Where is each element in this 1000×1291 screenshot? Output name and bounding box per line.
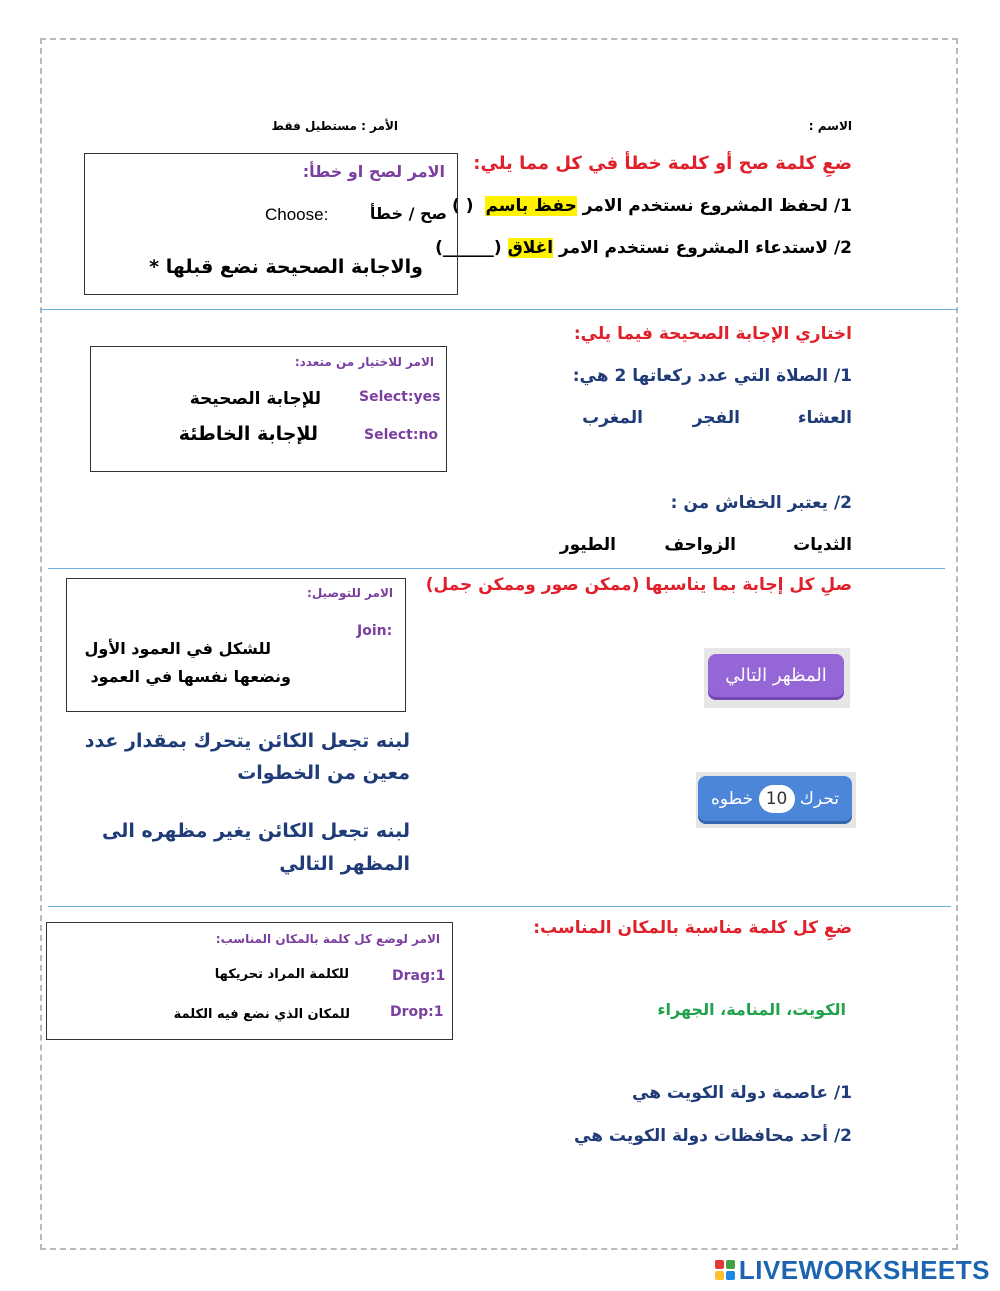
- drop-desc: للمكان الذي نضع فيه الكلمة: [173, 1007, 350, 1022]
- info-title: الامر لوضع كل كلمة بالمكان المناسب:: [215, 932, 440, 946]
- join-answer-2-line2: المظهر التالي: [279, 853, 410, 875]
- answer-blank[interactable]: (______): [435, 238, 502, 258]
- section2-question-1: 1/ الصلاة التي عدد ركعاتها 2 هي:: [572, 366, 852, 386]
- question-text: 2/ لاستدعاء المشروع نستخدم الامر: [559, 238, 852, 258]
- drop-label: Drop:1: [390, 1004, 444, 1020]
- block-label-after: خطوه: [710, 789, 754, 809]
- choose-label: Choose:: [265, 205, 329, 224]
- option-isha[interactable]: العشاء: [797, 408, 852, 428]
- info-title: الامر للتوصيل:: [307, 586, 393, 600]
- section1-title: ضعِ كلمة صح أو كلمة خطأ في كل مما يلي:: [473, 153, 852, 174]
- block-label: المظهر التالي: [725, 665, 827, 686]
- section4-question-1: 1/ عاصمة دولة الكويت هي: [632, 1083, 852, 1103]
- brand-name: LIVEWORKSHEETS: [738, 1254, 990, 1285]
- option-mammals[interactable]: الثديات: [793, 535, 852, 555]
- section4-title: ضعِ كل كلمة مناسبة بالمكان المناسب:: [533, 918, 852, 938]
- join-info-box: [66, 578, 406, 712]
- move-steps-block: [698, 776, 852, 824]
- select-yes-desc: للإجابة الصحيحة: [189, 389, 321, 409]
- drag-label: Drag:1: [392, 968, 446, 984]
- section3-title: صلِ كل إجابة بما يناسبها (ممكن صور وممكن جمل): [425, 575, 852, 595]
- option-fajr[interactable]: الفجر: [692, 408, 740, 428]
- section-divider: [48, 568, 945, 569]
- section-divider: [48, 906, 951, 907]
- info-note: والاجابة الصحيحة نضع قبلها *: [149, 256, 423, 278]
- word-bank[interactable]: الكويت، المنامة، الجهراء: [657, 1000, 846, 1019]
- select-no-label: Select:no: [364, 427, 439, 443]
- choose-value: صح / خطأ: [369, 204, 447, 223]
- join-desc-line1: للشكل في العمود الأول: [84, 639, 271, 658]
- section2-title: اختاري الإجابة الصحيحة فيما يلي:: [573, 324, 852, 344]
- block-label-before: تحرك: [799, 789, 840, 809]
- select-no-desc: للإجابة الخاطئة: [178, 423, 318, 445]
- option-maghrib[interactable]: المغرب: [582, 408, 643, 428]
- section-divider: [40, 309, 958, 310]
- join-label: Join:: [357, 623, 393, 639]
- join-answer-2-line1[interactable]: لبنه تجعل الكائن يغير مظهره الى: [102, 820, 410, 842]
- join-answer-1-line2: معين من الخطوات: [237, 762, 410, 784]
- next-costume-block: [708, 654, 844, 700]
- option-reptiles[interactable]: الزواحف: [664, 535, 736, 555]
- section1-question-1: [446, 196, 852, 216]
- liveworksheets-logo: [715, 1255, 990, 1285]
- question-text: 1/ لحفظ المشروع نستخدم الامر: [582, 196, 852, 216]
- answer-blank[interactable]: ( ): [452, 196, 474, 216]
- info-title: الامر للاختيار من متعدد:: [294, 355, 434, 369]
- select-yes-label: Select:yes: [359, 389, 441, 405]
- logo-grid-icon: [715, 1260, 735, 1280]
- option-birds[interactable]: الطيور: [559, 535, 616, 555]
- info-title: الامر لصح او خطأ:: [302, 162, 445, 181]
- command-label: الأمر : مستطيل فقط: [271, 119, 398, 133]
- section4-question-2: 2/ أحد محافظات دولة الكويت هي: [574, 1126, 852, 1146]
- multiple-choice-info-box: [90, 346, 447, 472]
- section1-question-2: [435, 238, 852, 258]
- highlighted-command: حفظ باسم: [485, 196, 577, 216]
- move-steps-block-image[interactable]: [696, 772, 856, 828]
- true-false-info-box: [84, 153, 458, 295]
- drag-desc: للكلمة المراد تحريكها: [214, 967, 349, 982]
- next-costume-block-image[interactable]: [704, 648, 850, 708]
- section2-question-2: 2/ يعتبر الخفاش من :: [670, 493, 852, 513]
- join-answer-1-line1[interactable]: لبنه تجعل الكائن يتحرك بمقدار عدد: [84, 730, 410, 752]
- block-steps-value: 10: [759, 785, 795, 813]
- join-desc-line2: ونضعها نفسها في العمود: [90, 667, 291, 686]
- drag-drop-info-box: [46, 922, 453, 1040]
- name-label: الاسم :: [808, 119, 852, 133]
- highlighted-command: اغلاق: [507, 238, 554, 258]
